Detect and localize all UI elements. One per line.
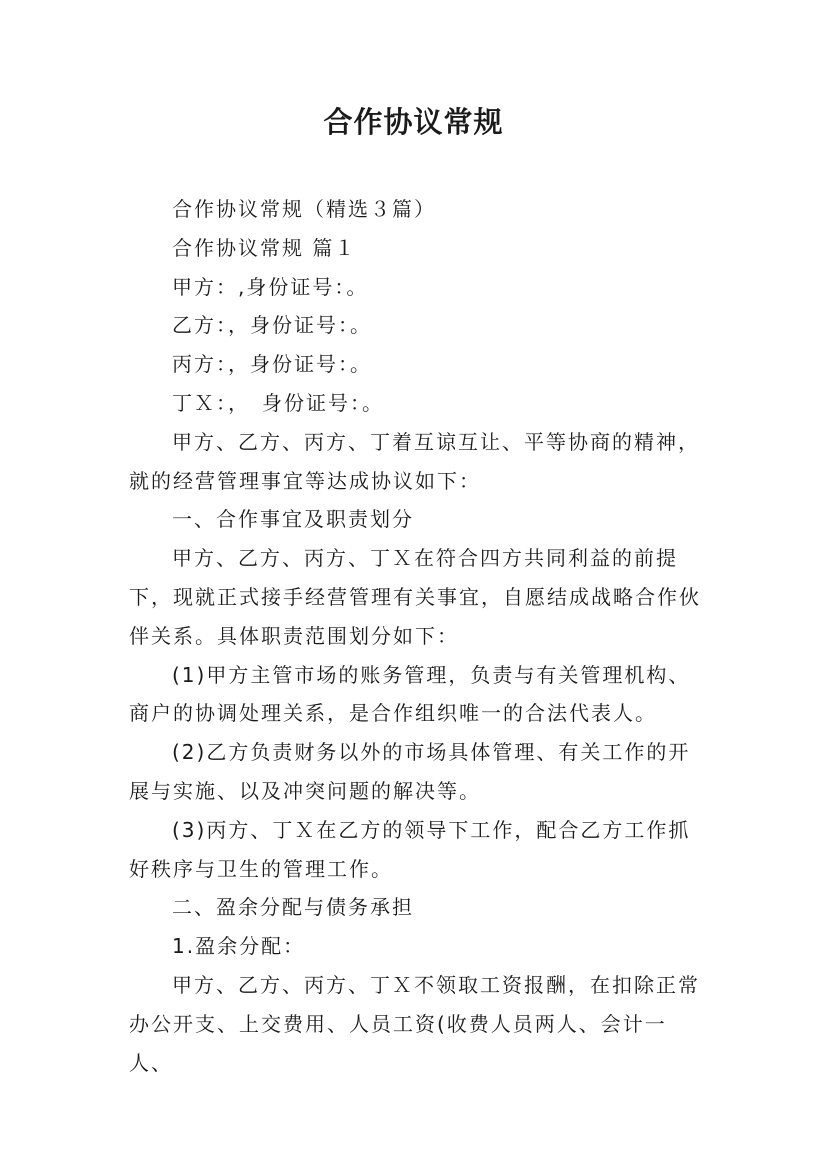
- document-title: 合作协议常规: [323, 105, 504, 139]
- paragraph-section-heading: 合作协议常规 篇１: [172, 235, 357, 260]
- clause-1: (1)甲方主管市场的账务管理，负责与有关管理机构、商户的协调处理关系，是合作组织唯一的合法代表人。: [129, 662, 691, 726]
- paragraph-cooperation: 甲方、乙方、丙方、丁Ｘ在符合四方共同利益的前提下，现就正式接手经营管理有关事宜，自愿结成战略合作伙伴关系。具体职责范围划分如下：: [129, 546, 701, 648]
- paragraph-subtitle: 合作协议常规（精选３篇）: [172, 197, 436, 221]
- party-b-line: 乙方：，身份证号：。: [172, 313, 372, 338]
- party-c-line: 丙方：，身份证号：。: [172, 352, 372, 377]
- document-body: [129, 190, 709, 1082]
- party-a-line: 甲方：,身份证号：。: [172, 274, 369, 299]
- party-d-line: 丁Ｘ：， 身份证号：。: [172, 390, 384, 415]
- heading-cooperation: 一、合作事宜及职责划分: [172, 507, 414, 532]
- clause-3: (3)丙方、丁Ｘ在乙方的领导下工作，配合乙方工作抓好秩序与卫生的管理工作。: [129, 817, 691, 881]
- subheading-profit: 1.盈余分配：: [172, 934, 306, 959]
- clause-2: (2)乙方负责财务以外的市场具体管理、有关工作的开展与实施、以及冲突问题的解决等。: [129, 740, 691, 803]
- paragraph-profit: 甲方、乙方、丙方、丁Ｘ不领取工资报酬，在扣除正常办公开支、上交费用、人员工资(收费人员两人、会计一人、: [129, 972, 700, 1075]
- heading-profit: 二、盈余分配与债务承担: [172, 895, 414, 920]
- paragraph-preamble: 甲方、乙方、丙方、丁着互谅互让、平等协商的精神，就的经营管理事宜等达成协议如下：: [129, 429, 700, 493]
